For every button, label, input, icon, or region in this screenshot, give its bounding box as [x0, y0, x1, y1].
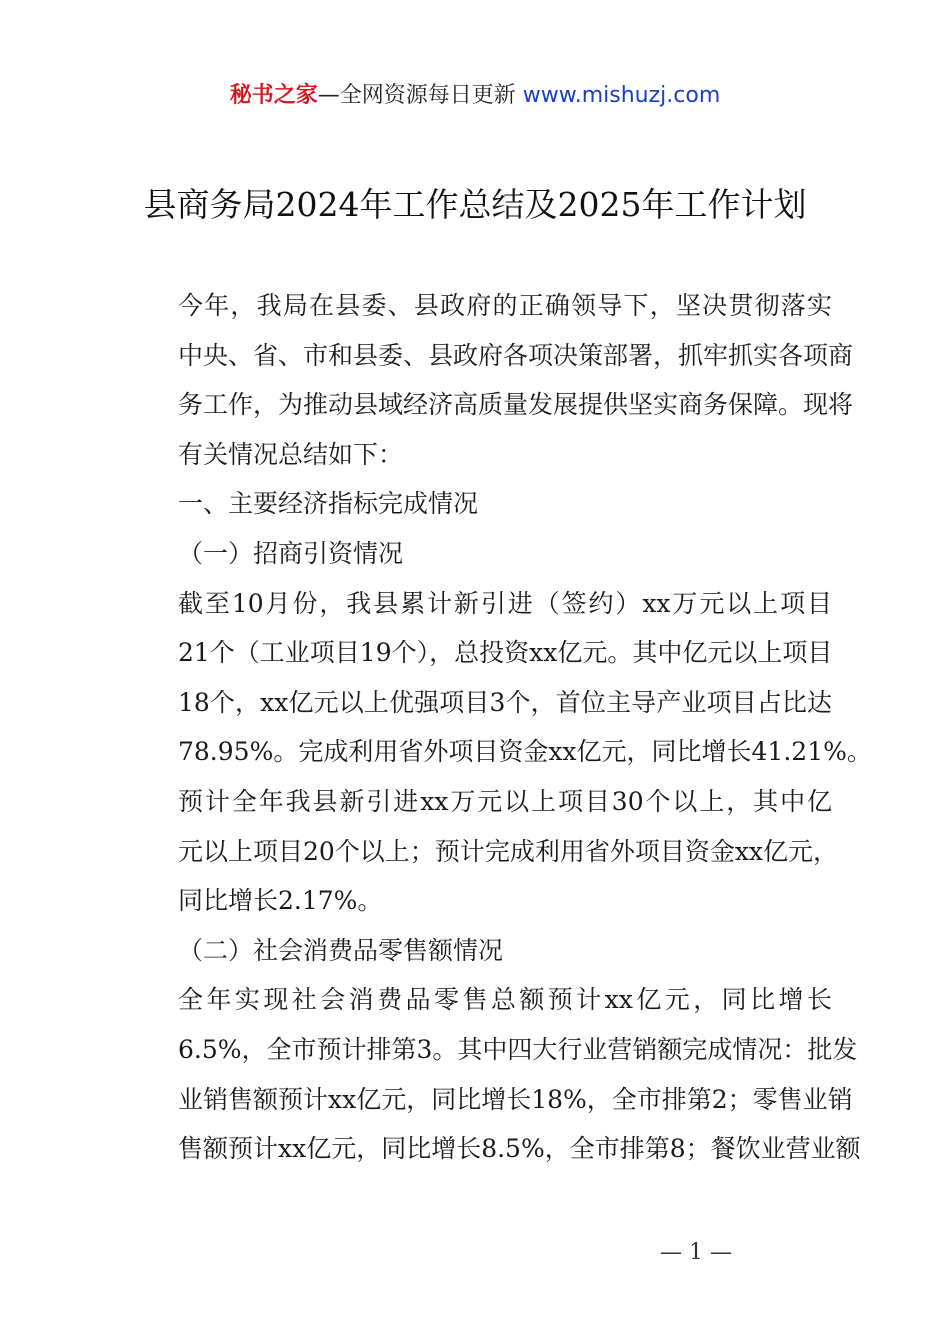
- text-line: 78.95%。完成利用省外项目资金xx亿元，同比增长41.21%。: [178, 737, 872, 767]
- site-header: [0, 80, 950, 112]
- forecast-paragraph: [128, 777, 839, 926]
- text-line: 截至10月份，我县累计新引进（签约）xx万元以上项目: [178, 588, 832, 618]
- section-heading: 一、主要经济指标完成情况: [178, 489, 479, 519]
- text-line: 预计全年我县新引进xx万元以上项目30个以上，其中亿: [178, 786, 832, 816]
- document-body: [128, 281, 872, 1174]
- text-line: 务工作，为推动县域经济高质量发展提供坚实商务保障。现将: [178, 390, 854, 420]
- site-brand: 秘书之家: [229, 83, 318, 108]
- text-line: 元以上项目20个以上；预计完成利用省外项目资金xx亿元，: [178, 836, 839, 866]
- page-number: — 1 —: [660, 1240, 732, 1265]
- text-line: 有关情况总结如下：: [178, 439, 404, 469]
- document-title: 县商务局2024年工作总结及2025年工作计划: [143, 185, 807, 224]
- site-url-link[interactable]: www.mishuzj.com: [522, 83, 721, 108]
- text-line: 中央、省、市和县委、县政府各项决策部署，抓牢抓实各项商: [178, 340, 854, 370]
- text-line: 同比增长2.17%。: [178, 886, 383, 916]
- subsection-heading: （一）招商引资情况: [178, 538, 404, 568]
- text-line: 18个，xx亿元以上优强项目3个，首位主导产业项目占比达: [178, 687, 832, 717]
- text-line: 21个（工业项目19个），总投资xx亿元。其中亿元以上项目: [178, 638, 833, 668]
- retail-paragraph: [128, 975, 861, 1173]
- subsection-heading: （二）社会消费品零售额情况: [178, 935, 504, 965]
- text-line: 6.5%，全市预计排第3。其中四大行业营销额完成情况：批发: [178, 1034, 858, 1064]
- text-line: 全年实现社会消费品零售总额预计xx亿元，同比增长: [178, 985, 832, 1015]
- text-line: 售额预计xx亿元，同比增长8.5%，全市排第8；餐饮业营业额: [178, 1134, 861, 1164]
- text-line: 今年，我局在县委、县政府的正确领导下，坚决贯彻落实: [178, 291, 832, 320]
- investment-paragraph: [128, 579, 872, 777]
- intro-paragraph: [128, 281, 854, 479]
- text-line: 业销售额预计xx亿元，同比增长18%，全市排第2；零售业销: [178, 1084, 853, 1114]
- site-tagline: —全网资源每日更新: [317, 83, 523, 108]
